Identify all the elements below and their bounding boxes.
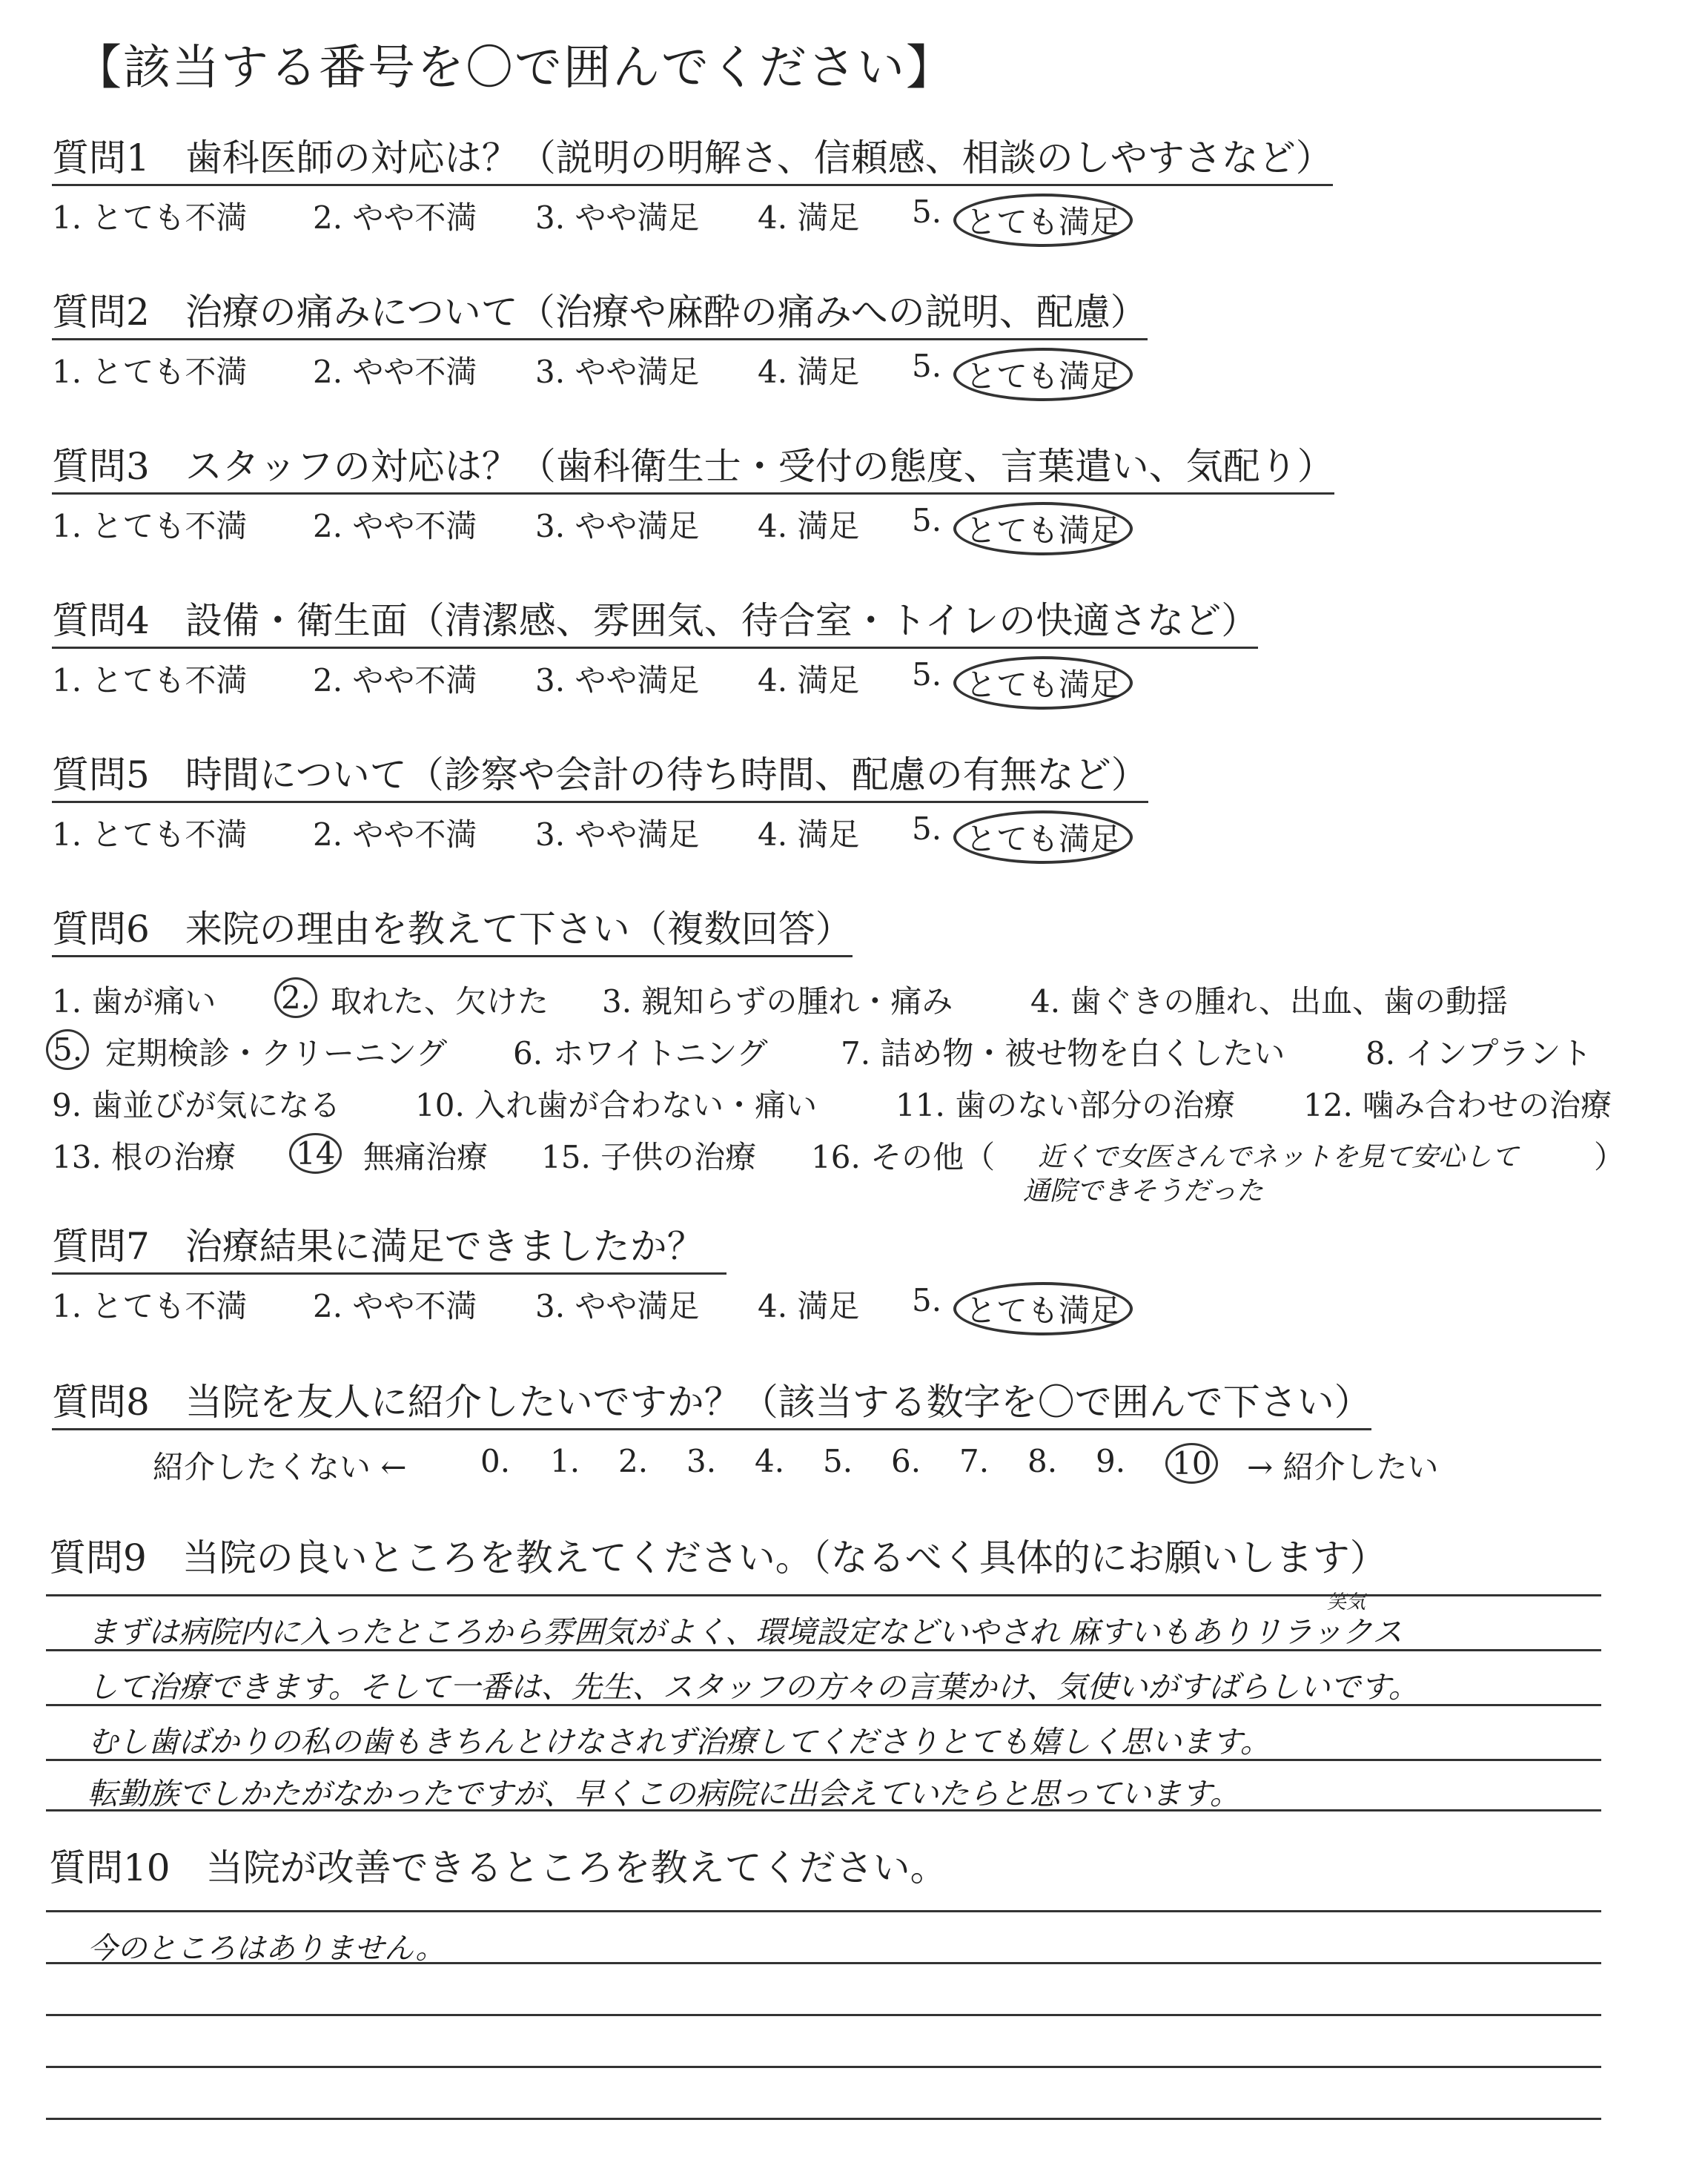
q9-answer-line-4: 転勤族でしかたがなかったですが、早くこの病院に出会えていたらと思っています。 [87, 1776, 1240, 1811]
question-7 [52, 1222, 1122, 1329]
rating-options [52, 810, 1148, 857]
q6-option-14-selected[interactable]: 14 [289, 1133, 342, 1174]
option-5-selected[interactable]: とても満足 [953, 194, 1133, 247]
question-text: 歯科医師の対応は？（説明の明解さ、信頼感、相談のしやすさなど） [185, 136, 1333, 179]
option-4[interactable]: 4. 満足 [758, 1288, 860, 1324]
q6-option-12[interactable]: 12. 噛み合わせの治療 [1303, 1087, 1612, 1123]
option-4[interactable]: 4. 満足 [758, 354, 860, 390]
q9-note: 笑気 [1327, 1591, 1366, 1614]
question-6 [52, 905, 853, 957]
option-2[interactable]: 2. やや不満 [313, 1288, 477, 1324]
question-text: 当院の良いところを教えてください。（なるべく具体的にお願いします） [182, 1536, 1387, 1579]
question-number: 質問4 [52, 599, 150, 642]
question-text: 当院を友人に紹介したいですか？（該当する数字を〇で囲んで下さい） [185, 1381, 1371, 1424]
q6-row-4 [52, 1133, 1683, 1175]
option-2[interactable]: 2. やや不満 [313, 508, 477, 544]
option-1[interactable]: 1. とても不満 [52, 508, 248, 544]
question-title [52, 288, 1148, 340]
option-1[interactable]: 1. とても不満 [52, 1288, 248, 1324]
q6-option-9[interactable]: 9. 歯並びが気になる [52, 1087, 341, 1123]
question-number: 質問5 [52, 753, 150, 796]
question-title [49, 1533, 1387, 1584]
q8-score-2[interactable]: 2. [618, 1443, 649, 1479]
question-1 [52, 133, 1333, 240]
question-text: 時間について（診察や会計の待ち時間、配慮の有無など） [185, 753, 1148, 796]
option-3[interactable]: 3. やや満足 [535, 662, 700, 698]
question-title [52, 1222, 726, 1275]
question-number: 質問10 [49, 1846, 171, 1889]
question-number: 質問7 [52, 1225, 150, 1268]
question-title [52, 442, 1334, 495]
q8-score-5[interactable]: 5. [823, 1443, 853, 1479]
option-5-number: 5. [912, 194, 942, 230]
rating-options [52, 502, 1334, 549]
question-title [52, 133, 1333, 186]
question-number: 質問2 [52, 291, 150, 334]
option-5-selected[interactable]: とても満足 [953, 810, 1133, 864]
q6-option-1[interactable]: 1. 歯が痛い [52, 983, 216, 1020]
q6-option-16[interactable]: 16. その他（ [811, 1139, 996, 1175]
q6-option-13[interactable]: 13. 根の治療 [52, 1139, 236, 1175]
question-title [52, 905, 853, 957]
q8-score-9[interactable]: 9. [1096, 1443, 1126, 1479]
q8-scale [153, 1443, 1561, 1484]
question-title [52, 1378, 1371, 1430]
question-4 [52, 596, 1259, 703]
q6-other-close-paren: ） [1594, 1139, 1626, 1175]
option-2[interactable]: 2. やや不満 [313, 199, 477, 236]
q8-left-label: 紹介したくない ← [153, 1449, 407, 1485]
q6-other-handwriting-1: 近くで女医さんでネットを見て安心して [1038, 1142, 1519, 1172]
option-5-number: 5. [912, 502, 942, 538]
q6-option-10[interactable]: 10. 入れ歯が合わない・痛い [415, 1087, 818, 1123]
q9-answer-line-2: して治療できます。そして一番は、先生、スタッフの方々の言葉かけ、気使いがすばらしいです。 [87, 1669, 1419, 1705]
option-2[interactable]: 2. やや不満 [313, 816, 477, 853]
option-1[interactable]: 1. とても不満 [52, 199, 248, 236]
q6-option-3[interactable]: 3. 親知らずの腫れ・痛み [602, 983, 953, 1020]
option-5-selected[interactable]: とても満足 [953, 1282, 1133, 1335]
question-9 [49, 1533, 1387, 1584]
option-1[interactable]: 1. とても不満 [52, 354, 248, 390]
option-5-number: 5. [912, 656, 942, 693]
option-3[interactable]: 3. やや満足 [535, 508, 700, 544]
rating-options [52, 348, 1148, 394]
q9-answer-line-3: むし歯ばかりの私の歯もきちんとけなされず治療してくださりとても嬉しく思います。 [87, 1724, 1271, 1760]
option-3[interactable]: 3. やや満足 [535, 354, 700, 390]
question-text: 治療結果に満足できましたか？ [185, 1225, 704, 1268]
question-number: 質問9 [49, 1536, 147, 1579]
q6-option-2-label: 取れた、欠けた [331, 983, 549, 1020]
option-4[interactable]: 4. 満足 [758, 662, 860, 698]
q8-score-8[interactable]: 8. [1027, 1443, 1058, 1479]
option-4[interactable]: 4. 満足 [758, 508, 860, 544]
q6-row-3 [52, 1081, 1683, 1123]
question-number: 質問6 [52, 908, 150, 951]
question-number: 質問1 [52, 136, 150, 179]
option-2[interactable]: 2. やや不満 [313, 662, 477, 698]
q8-score-3[interactable]: 3. [686, 1443, 717, 1479]
option-3[interactable]: 3. やや満足 [535, 816, 700, 853]
option-5-number: 5. [912, 810, 942, 847]
q8-score-0[interactable]: 0. [480, 1443, 511, 1479]
option-1[interactable]: 1. とても不満 [52, 662, 248, 698]
q6-option-5-label: 定期検診・クリーニング [105, 1035, 448, 1071]
question-3 [52, 442, 1334, 549]
question-text: 治療の痛みについて（治療や麻酔の痛みへの説明、配慮） [185, 291, 1148, 334]
q6-option-14-label: 無痛治療 [363, 1139, 489, 1175]
option-5-selected[interactable]: とても満足 [953, 502, 1133, 555]
q6-option-7[interactable]: 7. 詰め物・被せ物を白くしたい [841, 1035, 1285, 1071]
q9-answer-line-1: まずは病院内に入ったところから雰囲気がよく、環境設定などいやされ 麻すいもありリラックス [87, 1614, 1403, 1650]
q6-row-2 [46, 1029, 1677, 1071]
q6-option-6[interactable]: 6. ホワイトニング [513, 1035, 768, 1071]
option-5-number: 5. [912, 348, 942, 384]
option-5-selected[interactable]: とても満足 [953, 656, 1133, 710]
q6-other-handwriting-2: 通院できそうだった [1023, 1176, 1264, 1206]
question-text: 設備・衛生面（清潔感、雰囲気、待合室・トイレの快適さなど） [185, 599, 1259, 642]
option-3[interactable]: 3. やや満足 [535, 199, 700, 236]
q6-option-2-selected[interactable]: 2. [274, 977, 317, 1018]
question-text: 来院の理由を教えて下さい（複数回答） [185, 908, 853, 951]
q6-option-4[interactable]: 4. 歯ぐきの腫れ、出血、歯の動揺 [1030, 983, 1508, 1020]
option-4[interactable]: 4. 満足 [758, 199, 860, 236]
rating-options [52, 656, 1258, 703]
question-5 [52, 750, 1148, 857]
question-10 [49, 1843, 947, 1894]
q8-score-7[interactable]: 7. [959, 1443, 990, 1479]
option-1[interactable]: 1. とても不満 [52, 816, 248, 853]
question-2 [52, 288, 1148, 394]
q6-option-5-selected[interactable]: 5. [46, 1029, 89, 1070]
option-3[interactable]: 3. やや満足 [535, 1288, 700, 1324]
rating-options [52, 194, 1333, 240]
q8-right-label: → 紹介したい [1247, 1449, 1439, 1485]
q6-row-1 [52, 977, 1683, 1019]
option-5-selected[interactable]: とても満足 [953, 348, 1133, 401]
q10-answer-line-1: 今のところはありません。 [87, 1932, 446, 1966]
question-number: 質問3 [52, 445, 150, 488]
q6-option-8[interactable]: 8. インプラント [1366, 1035, 1592, 1071]
question-8 [52, 1378, 1371, 1430]
q8-score-1[interactable]: 1. [550, 1443, 580, 1479]
option-4[interactable]: 4. 満足 [758, 816, 860, 853]
rating-options [52, 1282, 1122, 1329]
question-text: 当院が改善できるところを教えてください。 [205, 1846, 947, 1889]
q6-option-15[interactable]: 15. 子供の治療 [541, 1139, 757, 1175]
question-text: スタッフの対応は？（歯科衛生士・受付の態度、言葉遣い、気配り） [185, 445, 1334, 488]
option-5-number: 5. [912, 1282, 942, 1318]
question-title [52, 750, 1148, 803]
option-2[interactable]: 2. やや不満 [313, 354, 477, 390]
page-title: 【該当する番号を〇で囲んでください】 [74, 41, 955, 96]
question-title [49, 1843, 947, 1894]
q8-score-6[interactable]: 6. [891, 1443, 921, 1479]
q8-score-10-selected[interactable]: 10 [1165, 1443, 1218, 1484]
q6-option-11[interactable]: 11. 歯のない部分の治療 [896, 1087, 1236, 1123]
question-title [52, 596, 1258, 649]
question-number: 質問8 [52, 1381, 150, 1424]
q8-score-4[interactable]: 4. [755, 1443, 785, 1479]
